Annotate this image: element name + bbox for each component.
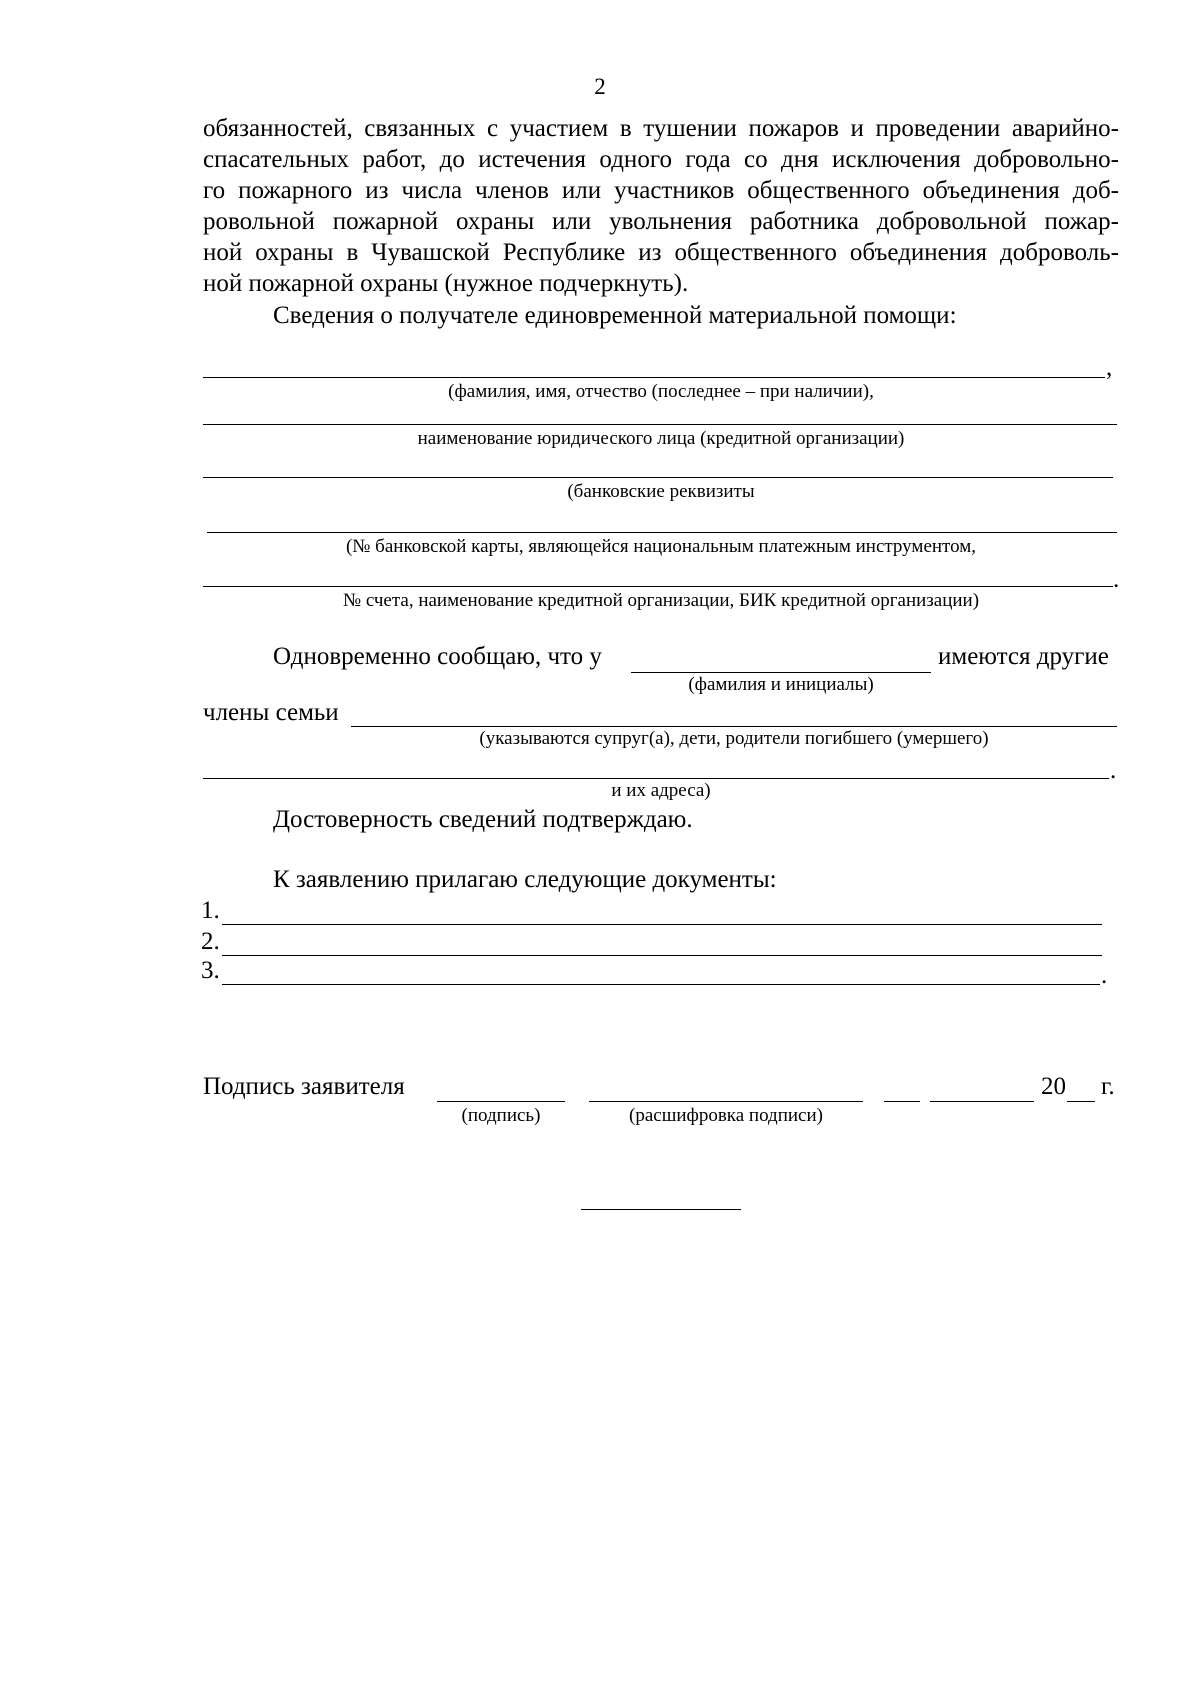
- family-initials-caption: (фамилия и инициалы): [688, 674, 874, 695]
- page-number: 2: [594, 74, 606, 99]
- attachment-number: 3.: [201, 957, 220, 984]
- intro-line: ной пожарной охраны (нужное подчеркнуть).: [203, 270, 689, 297]
- account-line[interactable]: [203, 586, 1113, 587]
- family-members-caption: (указываются супруг(а), дети, родители погибшего (умершего): [479, 728, 989, 749]
- family-address-period: .: [1110, 757, 1117, 784]
- family-members-label: члены семьи: [203, 699, 339, 726]
- attachment-line[interactable]: [222, 955, 1102, 956]
- confirmation-text: Достоверность сведений подтверждаю.: [273, 806, 693, 833]
- account-caption: № счета, наименование кредитной организации, БИК кредитной организации): [342, 590, 980, 611]
- signature-decode-line[interactable]: [589, 1101, 863, 1102]
- family-initials-line[interactable]: [631, 672, 931, 673]
- card-number-line[interactable]: [207, 532, 1117, 533]
- date-year-prefix: 20: [1041, 1073, 1066, 1100]
- intro-line: спасательных работ, до истечения одного года со дня исключения добровольно-: [203, 146, 1119, 173]
- signature-decode-caption: (расшифровка подписи): [629, 1105, 823, 1126]
- recipient-name-comma: ,: [1106, 354, 1113, 381]
- bank-details-line[interactable]: [203, 477, 1113, 478]
- signature-label: Подпись заявителя: [203, 1073, 405, 1100]
- intro-line: ровольной пожарной охраны или увольнения работника добровольной пожар-: [203, 208, 1119, 235]
- family-address-line[interactable]: [203, 778, 1109, 779]
- recipient-name-caption: (фамилия, имя, отчество (последнее – при наличии),: [448, 381, 874, 402]
- intro-paragraph: [203, 113, 1119, 299]
- date-month-line[interactable]: [930, 1101, 1034, 1102]
- legal-entity-line[interactable]: [203, 424, 1117, 425]
- date-day-line[interactable]: [884, 1101, 920, 1102]
- intro-line: ной охраны в Чувашской Республике из общественного объединения доброволь-: [203, 239, 1119, 266]
- attachment-number: 2.: [201, 928, 220, 955]
- account-period: .: [1113, 566, 1120, 593]
- intro-line: го пожарного из числа членов или участников общественного объединения доб-: [203, 177, 1119, 204]
- intro-line: обязанностей, связанных с участием в тушении пожаров и проведении аварийно-: [203, 115, 1119, 142]
- closing-separator: [581, 1209, 741, 1210]
- signature-line[interactable]: [437, 1101, 565, 1102]
- attachments-heading: К заявлению прилагаю следующие документы:: [273, 866, 777, 893]
- attachment-number: 1.: [201, 897, 220, 924]
- family-tail: имеются другие: [938, 643, 1109, 670]
- card-number-caption: (№ банковской карты, являющейся национальным платежным инструментом,: [345, 536, 977, 557]
- attachment-line[interactable]: [222, 924, 1102, 925]
- attachments-period: .: [1101, 962, 1108, 989]
- bank-details-caption: (банковские реквизиты: [567, 481, 755, 502]
- signature-caption: (подпись): [461, 1105, 541, 1126]
- legal-entity-caption: наименование юридического лица (кредитной организации): [417, 428, 905, 449]
- recipient-heading: Сведения о получателе единовременной материальной помощи:: [273, 302, 957, 329]
- date-year-line[interactable]: [1067, 1101, 1095, 1102]
- family-lead: Одновременно сообщаю, что у: [273, 643, 602, 670]
- recipient-name-line[interactable]: [203, 377, 1105, 378]
- date-year-suffix: г.: [1101, 1073, 1115, 1100]
- family-address-caption: и их адреса): [611, 780, 711, 801]
- attachment-line[interactable]: [222, 984, 1100, 985]
- family-members-line[interactable]: [351, 726, 1117, 727]
